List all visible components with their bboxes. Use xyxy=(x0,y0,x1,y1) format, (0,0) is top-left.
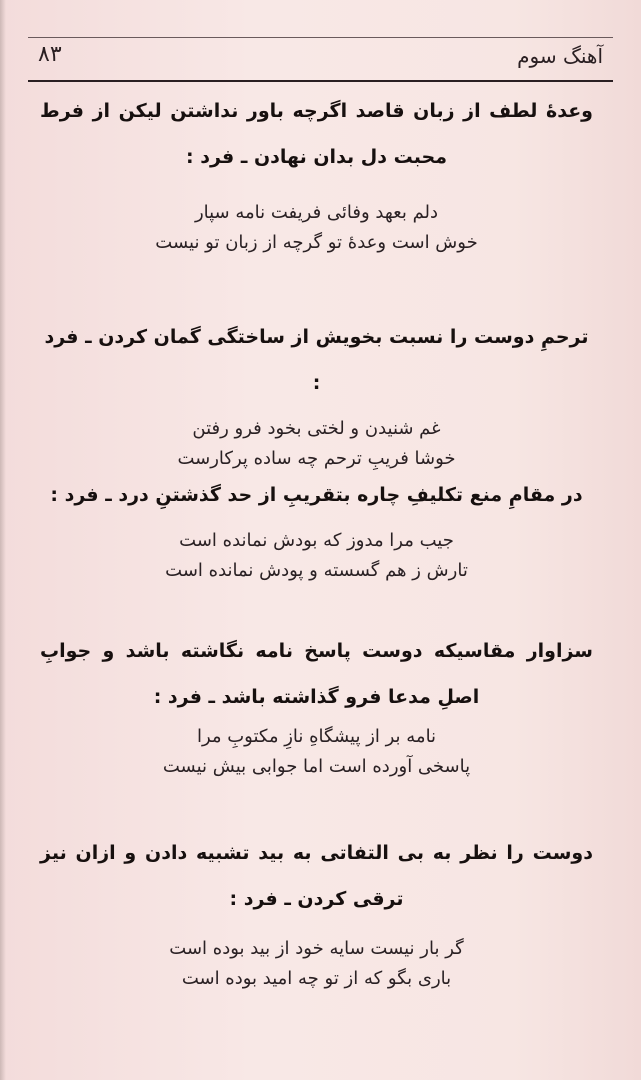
heading-line: ترحمِ دوست را نسبت بخویش از ساختگی گمان کردن ـ فرد : xyxy=(44,326,589,394)
section-3 xyxy=(40,472,593,586)
verse-line: گر بار نیست سایه خود از بید بوده است xyxy=(169,938,464,959)
verse xyxy=(40,722,593,782)
verse-line: خوش است وعدهٔ تو گرچه از زبان تو نیست xyxy=(155,232,478,253)
verse-line: خوشا فریبِ ترحم چه ساده پرکارست xyxy=(177,448,456,469)
verse xyxy=(40,526,593,586)
verse-line: دلم بعهد وفائی فریفت نامه سپار xyxy=(194,202,439,223)
section-heading xyxy=(40,472,593,518)
section-heading xyxy=(40,830,593,922)
verse-line: نامه بر از پیشگاهِ نازِ مکتوبِ مرا xyxy=(196,726,437,747)
page-header xyxy=(28,40,613,80)
heading-line: دوست را نظر به بی التفاتی به بید تشبیه دادن و ازان نیز xyxy=(40,842,593,864)
heading-line: اصلِ مدعا فرو گذاشته باشد ـ فرد : xyxy=(153,686,480,708)
header-rule xyxy=(28,80,613,82)
verse-line: جیب مرا مدوز که بودش نمانده است xyxy=(179,530,454,551)
page-number: ۸۳ xyxy=(38,42,62,67)
top-rule xyxy=(28,37,613,38)
section-2 xyxy=(40,314,593,474)
section-heading xyxy=(40,88,593,180)
heading-line: ترقی کردن ـ فرد : xyxy=(229,888,404,910)
section-1 xyxy=(40,88,593,258)
verse-line: تارش ز هم گسسته و پودش نمانده است xyxy=(165,560,468,581)
section-5 xyxy=(40,830,593,994)
verse xyxy=(40,934,593,994)
page-binding-edge xyxy=(0,0,6,1080)
verse-line: پاسخی آورده است اما جوابی بیش نیست xyxy=(162,756,471,777)
heading-line: در مقامِ منع تکلیفِ چاره بتقریبِ از حد گذشتنِ درد ـ فرد : xyxy=(50,484,583,506)
section-heading xyxy=(40,314,593,406)
heading-line: وعدهٔ لطف از زبان قاصد اگرچه باور نداشتن لیکن از فرط xyxy=(40,100,593,122)
verse xyxy=(40,198,593,258)
heading-line: محبت دل بدان نهادن ـ فرد : xyxy=(186,146,447,168)
verse-line: باری بگو که از تو چه امید بوده است xyxy=(181,968,452,989)
verse-line: غم شنیدن و لختی بخود فرو رفتن xyxy=(192,418,441,439)
running-title: آهنگ سوم xyxy=(517,44,603,68)
verse xyxy=(40,414,593,474)
heading-line: سزاوار مقاسیکه دوست پاسخ نامه نگاشته باشد و جوابِ xyxy=(40,640,593,662)
section-heading xyxy=(40,628,593,720)
section-4 xyxy=(40,628,593,782)
